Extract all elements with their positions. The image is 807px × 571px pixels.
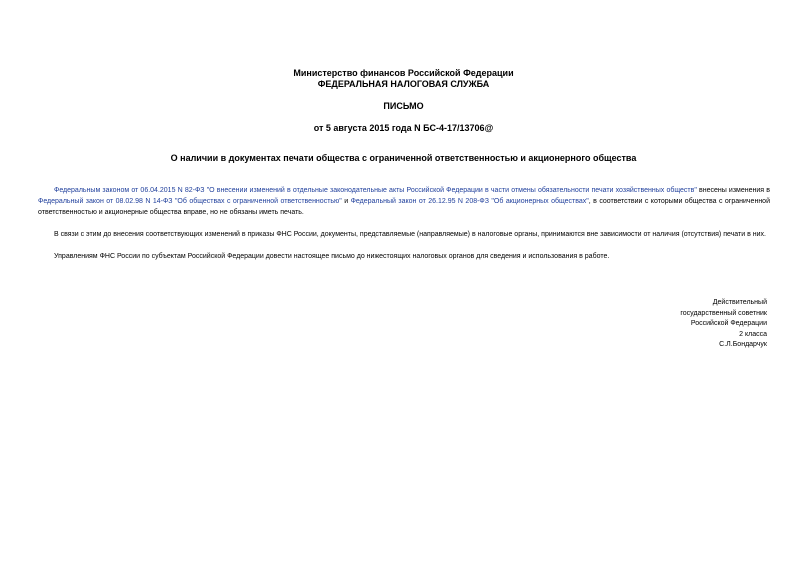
paragraph-1-text-c: , в соответствии с которыми общества с ограниченной ответственностью и акционерные общества вправе, но не обязаны иметь печать. [38,198,770,216]
paragraph-2: В связи с этим до внесения соответствующих изменений в приказы ФНС России, документы, представляемые (направляемые) в налоговые органы, принимаются вне зависимости от наличия (отсутствия) печати в них. [54,231,766,238]
signature-rank-2: государственный советник [680,309,767,317]
paragraph-1-text-a: внесены изменения в [696,187,770,194]
signature-rank-1: Действительный [712,299,767,306]
paragraph-3: Управлениям ФНС России по субъектам Российской Федерации довести настоящее письмо до нижестоящих налоговых органов для сведения и использования в работе. [54,253,610,260]
signature-rank-3: Российской Федерации [690,320,767,327]
signature-rank-4: 2 класса [739,330,767,338]
signatory-name: С.Л.Бондарчук [719,341,767,348]
law-link-208-fz[interactable]: Федеральный закон от 26.12.95 N 208-ФЗ "Об акционерных обществах" [350,198,589,205]
document-header [0,68,807,90]
document-type: ПИСЬМО [383,101,424,111]
law-link-14-fz[interactable]: Федеральный закон от 08.02.98 N 14-ФЗ "Об обществах с ограниченной ответственностью" [38,198,342,205]
paragraph-1-text-b: и [341,198,351,205]
signature-block [680,298,767,351]
ministry-name: Министерство финансов Российской Федерации [293,68,514,78]
paragraph-1 [38,185,770,218]
document-date-number: от 5 августа 2015 года N БС-4-17/13706@ [313,123,494,133]
service-name: ФЕДЕРАЛЬНАЯ НАЛОГОВАЯ СЛУЖБА [317,79,490,89]
law-link-82-fz[interactable]: Федеральным законом от 06.04.2015 N 82-ФЗ "О внесении изменений в отдельные законодательные акты Российской Федерации в части отмены обязательности печати хозяйственных обществ" [54,187,697,194]
document-title: О наличии в документах печати общества с ограниченной ответственностью и акционерного общества [170,153,637,163]
document-body [38,185,770,273]
